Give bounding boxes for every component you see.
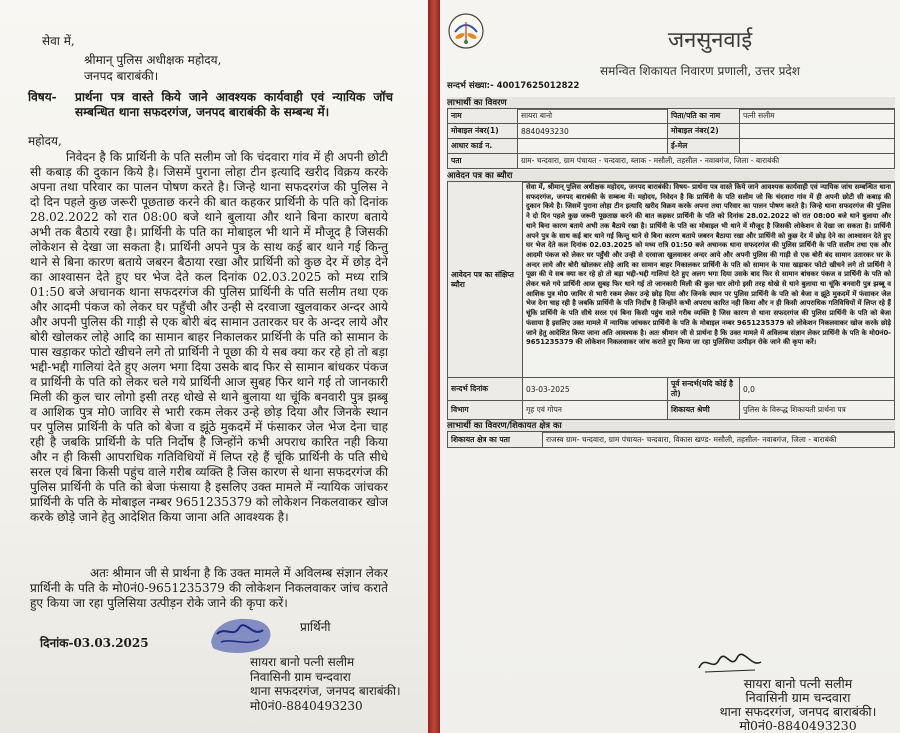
mobile1-label: मोबाइल नंबर(1) [448, 124, 518, 139]
application-section-heading: आवेदन पत्र का ब्यौरा [447, 170, 895, 183]
sender-line: सायरा बानो पत्नी सलीम [743, 676, 853, 691]
address-label: पता [448, 154, 518, 169]
table-row [448, 432, 895, 448]
sender-line: सायरा बानो पत्नी सलीम [250, 655, 355, 669]
sender-line: निवासिनी ग्राम चन्दवारा [250, 669, 351, 684]
signature-scribble-black [695, 648, 765, 678]
addressee-line: जनपद बाराबंकी। [84, 69, 159, 83]
aadhaar-label: आधार कार्ड न. [448, 139, 518, 154]
signature-scribble-blue [205, 612, 277, 656]
mobile2-label: मोबाइल नंबर(2) [668, 124, 740, 139]
subject-text: प्रार्थना पत्र वास्ते किये जाने आवश्यक कार्यवाही एवं न्यायिक जॉच सम्बन्धित थाना सफदरगंज, जनपद बाराबंकी के सम्बन्ध में। [75, 90, 393, 119]
up-government-emblem-icon [447, 12, 485, 50]
relation-value: पत्नी सलीम [740, 109, 895, 124]
letter-date: दिनांक-03.03.2025 [40, 636, 149, 650]
complaint-area-section-heading: लाभार्थी का विवरण/शिकायत क्षेत्र का [447, 420, 895, 433]
summary-cell [523, 182, 895, 378]
name-label: नाम [448, 109, 518, 124]
table-row [448, 139, 895, 154]
form-sender-address-block [700, 677, 896, 733]
table-row [448, 154, 895, 169]
subject-label: विषय- [28, 90, 57, 104]
application-summary-text: सेवा में, श्रीमान् पुलिस अधीक्षक महोदय, जनपद बाराबंकी। विषय- प्रार्थना पत्र वास्ते किये जाने आवश्यक कार्यवाही एवं न्यायिक जांच सम्बन्धित थाना सफदरगंज, जनपद बाराबंकी के सम्बन्ध में। महोदय, निवेदन है कि प्रार्थिनी के पति सलीम जो कि चंदवारा गांव में ही अपनी छोटी सी कबाड़ की दुकान किये है। जिसमें पुराना लोहा टीन इत्यादि खरीद विक्रय करके अपना तथा परिवार का पालन पोषण करते है। जिन्हे थाना सफदरगंज की पुलिस ने दो दिन पहले कुछ जरूरी पूछताछ करने की बात कहकर प्रार्थिनी के पति को दिनांक 28.02.2022 को रात 08:00 बजे थाने बुलाया और थाने बिना कारण बताये अभी तक बैठाये रखा है। प्रार्थिनी के पति का मोबाइल भी थाने में मौजूद है जिसकी लोकेशन से देखा जा सकता है। प्रार्थिनी अपने पुत्र के साथ कई बार थाने गई किन्तु थाने से बिना कारण बताये जबरन बैठाया रखा और प्रार्थिनी को कुछ देर में छोड़ देने का आश्वासन देते हुए घर भेज देते कल दिनांक 02.03.2025 को मध्य रात्रि 01:50 बजे अचानक थाना सफदरगंज की पुलिस प्रार्थिनी के पति सलीम तथा एक और आदमी पंकज को लेकर घर पहुँची और उन्ही से दरवाजा खुलवाकर अन्दर आये और अपनी पुलिस की गाड़ी से एक बोरी बंद सामान उतारकर घर के अन्दर लाये और बोरी खोलकर लोहे आदि का सामान बाहर निकालकर प्रार्थिनी के पति को सामान के पास खड़ाकर फोटो खीचने लगे तो प्रार्थिनी ने पूछा की ये सब क्या कर रहे हो तो बड़ा भद्दी-भद्दी गालियां देते हुए अलग भगा दिया उसके बाद फिर से सामान बांधकर पंकज व प्रार्थिनी के पति को लेकर चले गये प्रार्थिनी आज सुबह फिर थाने गई तो जानकारी मिली की कुल चार लोगो इसी तरह धोखे से थाने बुलाया था चूंकि बनवारी पुत्र झब्बू व आशिक पुत्र मो0 जाविर से भारी रकम लेकर उन्हे छोड़ दिया और जिनके स्थान पर पुलिस प्रार्थिनी के पति को बेजा व झूंठे मुकदमें में फंसाकर जेल भेज देना चाह रही है जबकि प्रार्थिनी के पति निर्दोष है जिन्होंने कभी अपराध कारित नही किया और न ही किसी आपराधिक गतिविधियों में लिप्त रहे हैं चूंकि प्रार्थिनी के पति सीधे सरल एवं बिना किसी पहुंच वाले गरीब व्यक्ति है जिस कारण से थाना सफदरगंज की पुलिस प्रार्थिनी के पति को बेजा फंसाया है इसलिए उक्त मामले में न्यायिक जांचकर प्रार्थिनी के पति के मोबाइल नम्बर 9651235379 को लोकेशन निकलवाकर खोज करके छोड़े जाने हेतु आदेशित किया जाना अति आवश्यक है। अतः श्रीमान जी से प्रार्थना है कि उक्त मामले में अविलम्ब संज्ञान लेकर प्रार्थिनी के पति के मो0नं0-9651235379 की लोकेशन निकलवाकर जांच कराते हुए किया जा रहा पुलिसिया उत्पीड़न रोके जाने की कृपा करें। [526, 183, 891, 347]
signatory-label: प्रार्थिनी [300, 620, 331, 634]
sender-line: मो0नं0-8840493230 [250, 698, 363, 713]
email-value [740, 139, 895, 154]
portal-title: जनसुनवाई [667, 28, 753, 53]
summary-label: आवेदन पत्र का संक्षिप्त ब्यौरा [448, 182, 523, 378]
reference-number [447, 80, 579, 91]
sender-address-block [250, 655, 422, 713]
addressee-line: श्रीमान् पुलिस अधीक्षक महोदय, [84, 53, 222, 67]
portal-subtitle: समन्वित शिकायत निवारण प्रणाली, उत्तर प्रदेश [600, 64, 800, 78]
application-letter-page [0, 0, 428, 733]
relation-label: पिता/पति का नाम [668, 109, 740, 124]
aadhaar-value [518, 139, 668, 154]
complaint-area-table [447, 431, 895, 448]
table-row [448, 109, 895, 124]
previous-reference-value: 0,0 [740, 378, 895, 401]
previous-reference-label: पूर्व सन्दर्भ(यदि कोई है तो) [668, 378, 740, 401]
table-row [448, 401, 895, 420]
category-label: शिकायत श्रेणी [668, 401, 740, 420]
letter-greeting: महोदय, [28, 134, 62, 148]
mobile1-value: 8840493230 [518, 124, 668, 139]
jansunvai-form-page [440, 0, 900, 733]
reference-label: सन्दर्भ संख्या:- [447, 81, 494, 91]
sender-line: निवासिनी ग्राम चन्दवारा [745, 690, 851, 705]
email-label: ई-मेल [668, 139, 740, 154]
letter-addressee [84, 52, 221, 84]
address-value: ग्राम- चन्दवारा, ग्राम पंचायत - चन्दवारा, ब्लाक - मसौली, तहसील - नवाबगंज, जिला - बाराबंकी [518, 154, 895, 169]
letter-body: निवेदन है कि प्रार्थिनी के पति सलीम जो कि चंदवारा गांव में ही अपनी छोटी सी कबाड़ की दुकान किये है। जिसमें पुराना लोहा टीन इत्यादि खरीद विक्रय करके अपना तथा परिवार का पालन पोषण करते है। जिन्हे थाना सफदरगंज की पुलिस ने दो दिन पहले कुछ जरूरी पूछताछ करने की बात कहकर प्रार्थिनी के पति को दिनांक 28.02.2022 को रात 08:00 बजे थाने बुलाया और थाने बिना कारण बताये अभी तक बैठाये रखा है। प्रार्थिनी के पति का मोबाइल भी थाने में मौजूद है जिसकी लोकेशन से देखा जा सकता है। प्रार्थिनी अपने पुत्र के साथ कई बार थाने गई किन्तु थाने से बिना कारण बताये जबरन बैठाया रखा और प्रार्थिनी को कुछ देर में छोड़ देने का आश्वासन देते हुए घर भेज देते कल दिनांक 02.03.2025 को मध्य रात्रि 01:50 बजे अचानक थाना सफदरगंज की पुलिस प्रार्थिनी के पति सलीम तथा एक और आदमी पंकज को लेकर घर पहुँची और उन्ही से दरवाजा खुलवाकर अन्दर आये और अपनी पुलिस की गाड़ी से एक बोरी बंद सामान उतारकर घर के अन्दर लाये और बोरी खोलकर लोहे आदि का सामान बाहर निकालकर प्रार्थिनी के पति को सामान के पास खड़ाकर फोटो खीचने लगे तो प्रार्थिनी ने पूछा की ये सब क्या कर रहे हो तो बड़ा भद्दी-भद्दी गालियां देते हुए अलग भगा दिया उसके बाद फिर से सामान बांधकर पंकज व प्रार्थिनी के पति को लेकर चले गये प्रार्थिनी आज सुबह फिर थाने गई तो जानकारी मिली की कुल चार लोगो इसी तरह धोखे से थाने बुलाया था चूंकि बनवारी पुत्र झब्बू व आशिक पुत्र मो0 जाविर से भारी रकम लेकर उन्हे छोड़ दिया और जिनके स्थान पर पुलिस प्रार्थिनी के पति को बेजा व झूंठे मुकदमें में फंसाकर जेल भेज देना चाह रही है जबकि प्रार्थिनी के पति निर्दोष है जिन्होंने कभी अपराध कारित नही किया और न ही किसी आपराधिक गतिविधियों में लिप्त रहे हैं चूंकि प्रार्थिनी के पति सीधे सरल एवं बिना किसी पहुंच वाले गरीब व्यक्ति है जिस कारण से थाना सफदरगंज की पुलिस प्रार्थिनी के पति को बेजा फंसाया है इसलिए उक्त मामले में न्यायिक जांचकर प्रार्थिनी के पति के मोबाइल नम्बर 9651235379 को लोकेशन निकलवाकर खोज करके छोड़े जाने हेतु आदेशित किया जाना अति आवश्यक है। [30, 150, 388, 524]
mobile2-value [740, 124, 895, 139]
beneficiary-table [447, 108, 895, 169]
letter-request: अतः श्रीमान जी से प्रार्थना है कि उक्त मामले में अविलम्ब संज्ञान लेकर प्रार्थिनी के पति के मो0नं0-9651235379 की लोकेशन निकलवाकर जांच कराते हुए किया जा रहा पुलिसिया उत्पीड़न रोके जाने की कृपा करें। [30, 566, 388, 610]
reference-date-label: सन्दर्भ दिनांक [448, 378, 523, 401]
category-value: पुलिस के विरूद्ध शिकायती प्रार्थना पत्र [740, 401, 895, 420]
complaint-address-value: राजस्व ग्राम- चन्दवारा, ग्राम पंचायत- चन्दवारा, विकास खण्ड- मसौली, तहसील- नवाबगंज, जिला - बाराबंकी [543, 432, 895, 448]
sender-line: मो0नं0-8840493230 [739, 718, 857, 733]
letter-salutation-to: सेवा में, [42, 34, 75, 48]
reference-date-value: 03-03-2025 [523, 378, 668, 401]
name-value: सायरा बानो [518, 109, 668, 124]
reference-value: 40017625012822 [496, 81, 580, 91]
sender-line: थाना सफदरगंज, जनपद बाराबंकी। [250, 684, 401, 698]
table-row [448, 378, 895, 401]
table-row [448, 182, 895, 378]
department-label: विभाग [448, 401, 523, 420]
table-row [448, 124, 895, 139]
beneficiary-section-heading: लाभार्थी का विवरण [447, 97, 895, 110]
department-value: गृह एवं गोपन [523, 401, 668, 420]
sender-line: थाना सफदरगंज, जनपद बाराबंकी। [719, 704, 877, 719]
complaint-address-label: शिकायत क्षेत्र का पता [448, 432, 543, 448]
application-table [447, 181, 895, 420]
